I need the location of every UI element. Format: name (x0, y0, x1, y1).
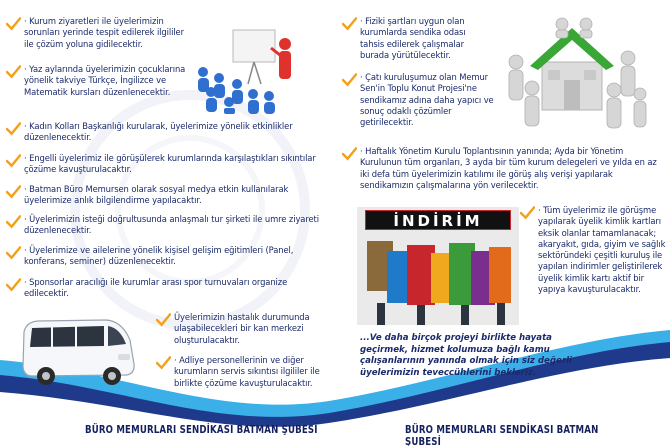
item-text: · Haftalık Yönetim Kurulu Toplantısının yanında; Ayda bir Yönetim Kurulunun tüm organları, 3 ayda bir tüm kurum delegeleri ve yılda en az iki defa tüm üyelerimizin katılımı ile görüş alış verişi yapılarak sendikamızın çalışmalarına yön verilecektir. (360, 146, 657, 190)
list-item (6, 121, 331, 144)
item-text: · Batman Büro Memursen olarak sosyal medya etkin kullanılarak üyelerimize anlık bilgilendirme yapılacaktır. (24, 184, 289, 206)
check-icon (342, 73, 357, 87)
footer-right: BÜRO MEMURLARI SENDİKASI BATMAN ŞUBESİ (405, 424, 599, 446)
check-icon (342, 17, 357, 31)
list-item (6, 214, 331, 237)
house-illustration (502, 14, 652, 132)
list-item (520, 205, 666, 295)
item-text: · Çatı kuruluşumuz olan Memur Sen'in Toplu Konut Projesi'ne sendikamız adına daha yapıcı ve sonuç odaklı çözümler getirilecektir. (360, 72, 494, 128)
item-text: · Üyelerimize ve ailelerine yönelik kişisel gelişim eğitimleri (Panel, konferans, seminer) düzenlenecektir. (24, 245, 294, 267)
check-icon (6, 154, 21, 168)
list-item (6, 64, 191, 98)
check-icon (156, 313, 171, 327)
footer-left: BÜRO MEMURLARI SENDİKASI BATMAN ŞUBESİ (85, 424, 318, 436)
check-icon (6, 122, 21, 136)
item-text: · Kadın Kolları Başkanlığı kurularak, üyelerimize yönelik etkinlikler düzenlenecektir. (24, 121, 293, 143)
list-item (342, 146, 667, 191)
check-icon (6, 278, 21, 292)
check-icon (6, 215, 21, 229)
minibus-illustration (18, 312, 140, 394)
closing-statement: ...Ve daha birçok projeyi birlikte hayata geçirmek, hizmet kolumuza bağlı kamu çalışanlarının yanında olmak için siz değerli üyelerimizin teveccühlerini bekleriz. (360, 333, 572, 378)
item-text: · Fiziki şartları uygun olan kurumlarda sendika odası tahsis edilerek çalışmalar burada yürütülecektir. (360, 16, 466, 60)
item-text: · Sponsorlar aracılığı ile kurumlar arası spor turnuvaları organize edilecektir. (24, 277, 288, 299)
item-text: · Adliye personellerinin ve diğer kurumların servis sıkıntısı ilgililer ile birlikte çözüme kavuşturulacaktır. (174, 355, 320, 388)
list-item (6, 16, 191, 50)
list-item (342, 16, 492, 61)
check-icon (6, 185, 21, 199)
list-item (156, 355, 331, 389)
list-item (6, 153, 331, 176)
meeting-illustration (193, 22, 305, 114)
item-text: · Üyelerimizin isteği doğrultusunda anlaşmalı tur şirketi ile umre ziyareti düzenlenecektir. (24, 214, 319, 236)
check-icon (6, 65, 21, 79)
check-icon (6, 17, 21, 31)
check-icon (520, 206, 535, 220)
check-icon (156, 356, 171, 370)
list-item (6, 184, 331, 207)
item-text: · Kurum ziyaretleri ile üyelerimizin sorunları yerinde tespit edilerek ilgililer ile çözüm yoluna gidilecektir. (24, 16, 184, 49)
discount-sign: İNDİRİM (365, 210, 511, 230)
list-item (156, 312, 331, 346)
check-icon (342, 147, 357, 161)
item-text: · Engelli üyelerimiz ile görüşülerek kurumlarında karşılaştıkları sıkıntılar çözüme kavuşturulacaktır. (24, 153, 316, 175)
item-text: · Yaz aylarında üyelerimizin çocuklarına yönelik takviye Türkçe, İngilizce ve Matematik kursları düzenlenecektir. (24, 64, 186, 97)
item-text: · Tüm üyelerimiz ile görüşme yapılarak üyelik kimlik kartları eksik olanlar tamamlanacak; akaryakıt, gıda, giyim ve sağlık sektöründeki çeşitli kuruluş ile yapılan indirimler geliştirilerek üyelik kimlik kartı aktif bir yapıya kavuşturulacaktır. (538, 205, 666, 295)
item-text: Üyelerimizin hastalık durumunda ulaşabilecekleri bir kan merkezi oluşturulacaktır. (174, 312, 310, 345)
list-item (6, 277, 331, 300)
list-item (342, 72, 502, 128)
list-item (6, 245, 331, 268)
check-icon (6, 246, 21, 260)
